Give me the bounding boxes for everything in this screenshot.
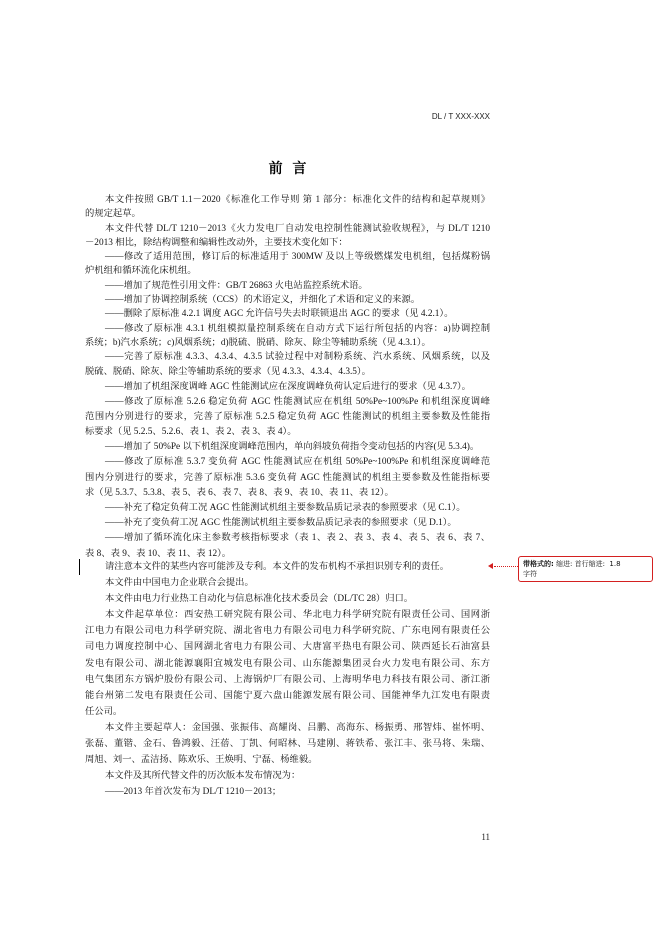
text-line: ——修改了原标准 4.3.1 机组模拟量控制系统在自动方式下运行所包括的内容：a)协调控制 <box>105 323 490 334</box>
paragraph <box>85 591 490 607</box>
text-line: 司电力调度控制中心、国网湖北省电力有限公司、大唐富平热电有限公司、陕西延长石油富县 <box>85 642 490 653</box>
body-section-changes-a <box>85 193 490 379</box>
text-line: 围内分别进行的要求，完善了原标准 5.3.6 变负荷 AGC 性能测试的机组主要参数及性能指标要 <box>85 472 490 483</box>
paragraph <box>85 322 490 351</box>
paragraph <box>85 293 490 307</box>
balloon-label: 带格式的: <box>523 560 554 568</box>
text-line: 范围内分别进行的要求，完善了原标准 5.2.5 稳定负荷 AGC 性能测试的机组主要参数及性能指 <box>85 411 490 422</box>
text-line: 本文件及其所代替文件的历次版本发布情况为： <box>105 771 301 782</box>
text-line: ——修改了原标准 5.3.7 变负荷 AGC 性能测试应在机组 50%Pe~100%Pe 和机组深度调峰范 <box>105 457 490 468</box>
paragraph <box>85 222 490 251</box>
text-line: 电气集团东方锅炉股份有限公司、上海锅炉厂有限公司、上海明华电力科技有限公司、浙江浙 <box>85 674 490 685</box>
format-change-balloon[interactable] <box>518 556 653 582</box>
text-line: 本文件代替 DL/T 1210－2013《火力发电厂自动发电控制性能测试验收规程》，与 DL/T 1210 <box>105 223 490 234</box>
paragraph <box>85 279 490 293</box>
paragraph <box>85 768 490 784</box>
text-line: －2013 相比，除结构调整和编辑性改动外，主要技术变化如下： <box>85 237 348 248</box>
text-line: 请注意本文件的某些内容可能涉及专利。本文件的发布机构不承担识别专利的责任。 <box>105 562 449 572</box>
paragraph <box>85 307 490 321</box>
page-title: 前 言 <box>268 161 307 177</box>
text-line: 任公司。 <box>85 706 123 717</box>
text-line: 江电力有限公司电力科学研究院、湖北省电力有限公司电力科学研究院、广东电网有限责任公 <box>85 626 490 637</box>
text-line: 能台州第二发电有限责任公司、国能宁夏六盘山能源发展有限公司、国能神华九江发电有限责 <box>85 690 490 701</box>
text-line: ——增加了机组深度调峰 AGC 性能测试应在深度调峰负荷认定后进行的要求（见 4.3.7）。 <box>105 381 471 392</box>
paragraph <box>85 193 490 222</box>
text-line: ——2013 年首次发布为 DL/T 1210－2013； <box>105 787 282 798</box>
revision-marker-icon <box>488 563 493 569</box>
paragraph <box>85 250 490 279</box>
text-line: 本文件主要起草人：金国强、张振伟、高耀岗、吕鹏、高海东、杨振勇、邢智炜、崔怀明、 <box>105 722 490 733</box>
paragraph-drafters <box>85 720 490 768</box>
text-line: ——修改了原标准 5.2.6 稳定负荷 AGC 性能测试应在机组 50%Pe~100%Pe 和机组深度调峰 <box>105 396 490 407</box>
text-line: 发电有限公司、湖北能源襄阳宜城发电有限公司、山东能源集团灵台火力发电有限公司、东方 <box>85 658 490 669</box>
paragraph <box>85 380 490 395</box>
comment-connector-line <box>494 566 518 567</box>
text-line: 脱硫、脱硝、除灰、除尘等辅助系统的要求（见 4.3.3、4.3.4、4.3.5）。 <box>85 366 371 377</box>
text-line: 求（见 5.3.7、5.3.8、表 5、表 6、表 7、表 8、表 9、表 10、表 11、表 12）。 <box>85 487 394 498</box>
text-line: ——增加了循环流化床主参数考核指标要求（表 1、表 2、表 3、表 4、表 5、表 6、表 7、 <box>105 533 490 544</box>
text-line: 本文件由中国电力企业联合会提出。 <box>105 578 254 589</box>
paragraph <box>85 531 490 561</box>
change-bar <box>79 559 80 575</box>
balloon-detail-2: 字符 <box>523 570 537 578</box>
paragraph <box>85 440 490 455</box>
text-line: ——补充了变负荷工况 AGC 性能测试机组主要参数品质记录表的参照要求（见 D.1）。 <box>105 518 457 529</box>
text-line: ——删除了原标准 4.2.1 调度 AGC 允许信号失去时联锁退出 AGC 的要求（见 4.2.1）。 <box>105 309 454 320</box>
paragraph-drafting-units <box>85 607 490 720</box>
header-doc-code: DL / T XXX-XXX <box>431 112 490 121</box>
text-line: 炉机组和循环流化床机组。 <box>85 266 197 277</box>
text-line: ——完善了原标准 4.3.3、4.3.4、4.3.5 试验过程中对制粉系统、汽水系统、风烟系统，以及 <box>105 352 490 363</box>
text-line: 本文件起草单位：西安热工研究院有限公司、华北电力科学研究院有限责任公司、国网浙 <box>105 610 490 621</box>
text-line: ——补充了稳定负荷工况 AGC 性能测试机组主要参数品质记录表的参照要求（见 C.1）。 <box>105 503 466 513</box>
text-line: 本文件按照 GB/T 1.1－2020《标准化工作导则 第 1 部分：标准化文件的结构和起草规则》 <box>105 195 490 205</box>
paragraph <box>85 350 490 379</box>
text-line: ——修改了适用范围，修订后的标准适用于 300MW 及以上等级燃煤发电机组，包括煤粉锅 <box>105 252 490 263</box>
page-number: 11 <box>481 832 490 842</box>
text-line: ——增加了 50%Pe 以下机组深度调峰范围内，单向斜坡负荷指令变动包括的内容(见 5.3.4)。 <box>105 442 480 453</box>
paragraph <box>85 575 490 591</box>
paragraph <box>85 501 490 516</box>
balloon-detail: 缩进: 首行缩进: 1.8 <box>553 560 621 568</box>
text-line: 本文件由电力行业热工自动化与信息标准化技术委员会（DL/TC 28）归口。 <box>105 594 414 605</box>
paragraph <box>85 455 490 501</box>
text-line: ——增加了协调控制系统（CCS）的术语定义，并细化了术语和定义的来源。 <box>105 295 421 306</box>
text-line: ——增加了规范性引用文件：GB/T 26863 火电站监控系统术语。 <box>105 280 368 291</box>
text-line: 的规定起草。 <box>85 209 141 220</box>
text-line: 周旭、刘一、孟洁扬、陈欢乐、王焕明、宁磊、杨维毅。 <box>85 755 318 766</box>
text-line: 标要求（见 5.2.5、5.2.6、表 1、表 2、表 3、表 4）。 <box>85 427 297 438</box>
text-line: 表 8、表 9、表 10、表 11、表 12）。 <box>85 548 232 559</box>
body-section-changes-b <box>85 380 490 562</box>
paragraph <box>85 395 490 441</box>
text-line: 张磊、董锴、金石、鲁鸿毅、汪蓓、丁凯、何昭林、马建刚、蒋铁希、张江丰、张马将、朱瑞、 <box>85 739 490 750</box>
body-section-info <box>85 559 490 800</box>
paragraph <box>85 784 490 800</box>
paragraph-patent-notice <box>85 559 490 575</box>
paragraph <box>85 516 490 531</box>
balloon-line-1 <box>523 559 648 569</box>
text-line: 系统；b)汽水系统；c)风烟系统；d)脱硫、脱硝、除灰、除尘等辅助系统（见 4.3.1）。 <box>85 337 431 348</box>
